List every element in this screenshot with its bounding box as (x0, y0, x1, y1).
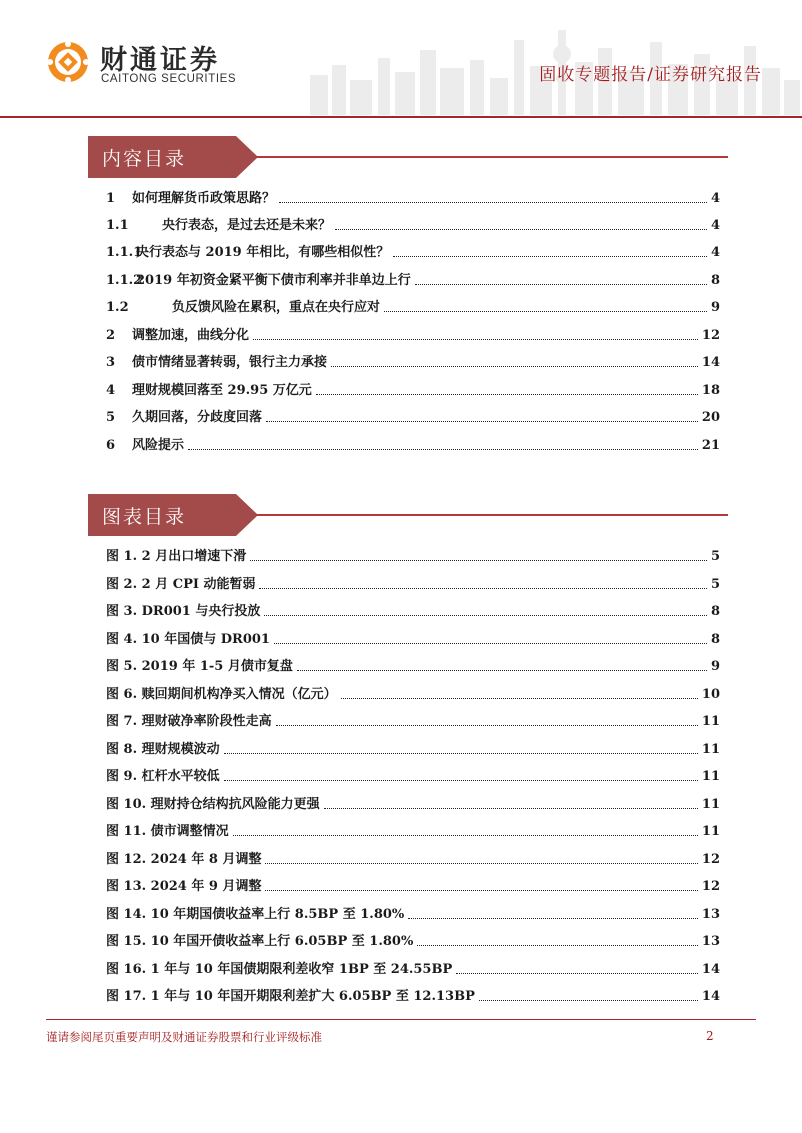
banner-rule (256, 514, 728, 516)
figure-entry-title: 图 12. 2024 年 8 月调整 (106, 852, 262, 867)
dot-leader (224, 780, 698, 781)
toc-entry[interactable] (106, 186, 720, 208)
dot-leader (316, 394, 698, 395)
toc-entry-page: 18 (701, 383, 720, 398)
figure-entry-page: 13 (701, 907, 720, 922)
toc-entry-page: 4 (710, 218, 720, 233)
figure-entry[interactable] (106, 874, 720, 896)
figure-entry-title: 图 13. 2024 年 9 月调整 (106, 879, 262, 894)
figure-entry[interactable] (106, 819, 720, 841)
toc-entry-page: 9 (710, 300, 720, 315)
toc-heading: 内容目录 (102, 148, 187, 170)
figure-entry[interactable] (106, 929, 720, 951)
figure-entry-title: 图 8. 理财规模波动 (106, 742, 220, 757)
figure-entry-page: 11 (701, 797, 720, 812)
toc-entry-number: 2 (106, 328, 116, 343)
figure-entry-page: 8 (710, 632, 720, 647)
figure-entry-page: 11 (701, 742, 720, 757)
toc-entry-number: 5 (106, 410, 116, 425)
figure-entry-title: 图 11. 债市调整情况 (106, 824, 229, 839)
figure-entry-page: 14 (701, 989, 720, 1004)
dot-leader (224, 753, 698, 754)
figures-banner (88, 494, 728, 536)
page-number: 2 (706, 1029, 714, 1043)
figure-entry[interactable] (106, 544, 720, 566)
brand-name-cn: 财通证券 (100, 45, 220, 76)
figure-entry[interactable] (106, 709, 720, 731)
dot-leader (265, 890, 697, 891)
dot-leader (264, 615, 707, 616)
figure-entry-title: 图 5. 2019 年 1-5 月债市复盘 (106, 659, 293, 674)
toc-entry[interactable] (106, 323, 720, 345)
toc-entry-title: 2019 年初资金紧平衡下债市利率并非单边上行 (136, 273, 411, 288)
dot-leader (341, 698, 698, 699)
figure-entry-title: 图 1. 2 月出口增速下滑 (106, 549, 247, 564)
dot-leader (415, 284, 707, 285)
toc-entry-title: 如何理解货币政策思路？ (132, 191, 276, 206)
dot-leader (274, 643, 707, 644)
toc-entry-number: 1.1 (106, 218, 129, 233)
toc-entry[interactable] (106, 295, 720, 317)
toc-entry-title: 久期回落，分歧度回落 (132, 410, 263, 425)
dot-leader (250, 560, 707, 561)
toc-entry-number: 1.1.2 (106, 273, 143, 288)
figure-entry-page: 9 (710, 659, 720, 674)
figure-entry-title: 图 7. 理财破净率阶段性走高 (106, 714, 272, 729)
figure-entry[interactable] (106, 902, 720, 924)
dot-leader (393, 256, 707, 257)
figure-entry[interactable] (106, 682, 720, 704)
banner-rule (256, 156, 728, 158)
toc-entry[interactable] (106, 378, 720, 400)
figure-entry-title: 图 10. 理财持仓结构抗风险能力更强 (106, 797, 320, 812)
dot-leader (259, 588, 707, 589)
dot-leader (233, 835, 698, 836)
toc-entry[interactable] (106, 350, 720, 372)
dot-leader (408, 918, 698, 919)
figure-entry-page: 10 (701, 687, 720, 702)
dot-leader (335, 229, 707, 230)
figure-entry[interactable] (106, 764, 720, 786)
figure-entry-title: 图 17. 1 年与 10 年国开期限利差扩大 6.05BP 至 12.13BP (106, 989, 475, 1004)
footer-divider (46, 1019, 756, 1020)
dot-leader (266, 421, 698, 422)
figure-entry-title: 图 15. 10 年国开债收益率上行 6.05BP 至 1.80% (106, 934, 414, 949)
dot-leader (253, 339, 698, 340)
figure-entry-title: 图 2. 2 月 CPI 动能暂弱 (106, 577, 256, 592)
figure-entry-page: 11 (701, 714, 720, 729)
dot-leader (479, 1000, 698, 1001)
dot-leader (297, 670, 707, 671)
figure-entry-title: 图 14. 10 年期国债收益率上行 8.5BP 至 1.80% (106, 907, 405, 922)
dot-leader (324, 808, 698, 809)
toc-entry-page: 14 (701, 355, 720, 370)
figure-entry[interactable] (106, 654, 720, 676)
report-type: 固收专题报告/证券研究报告 (539, 65, 762, 85)
figure-entry-page: 12 (701, 852, 720, 867)
footer-disclaimer: 谨请参阅尾页重要声明及财通证券股票和行业评级标准 (46, 1030, 322, 1044)
toc-entry[interactable] (106, 405, 720, 427)
figure-entry[interactable] (106, 627, 720, 649)
dot-leader (276, 725, 698, 726)
toc-entry-title: 债市情绪显著转弱，银行主力承接 (132, 355, 328, 370)
figure-entry-title: 图 16. 1 年与 10 年国债期限利差收窄 1BP 至 24.55BP (106, 962, 453, 977)
dot-leader (188, 449, 698, 450)
toc-entry-number: 1 (106, 191, 116, 206)
toc-entry-title: 理财规模回落至 29.95 万亿元 (132, 383, 312, 398)
dot-leader (417, 945, 698, 946)
toc-entry[interactable] (106, 433, 720, 455)
dot-leader (265, 863, 697, 864)
toc-entry-number: 1.1.1 (106, 245, 143, 260)
caitong-logo-icon (46, 40, 90, 84)
figures-heading: 图表目录 (102, 506, 187, 528)
toc-entry-page: 12 (701, 328, 720, 343)
toc-entry[interactable] (106, 240, 720, 262)
figure-entry[interactable] (106, 572, 720, 594)
toc-entry-page: 4 (710, 245, 720, 260)
toc-entry-page: 4 (710, 191, 720, 206)
figure-entry-page: 5 (710, 549, 720, 564)
toc-entry-title: 风险提示 (132, 438, 185, 453)
toc-entry-number: 1.2 (106, 300, 129, 315)
toc-entry[interactable] (106, 268, 720, 290)
toc-entry-page: 21 (701, 438, 720, 453)
toc-entry-number: 6 (106, 438, 116, 453)
dot-leader (456, 973, 698, 974)
figure-entry[interactable] (106, 984, 720, 1006)
toc-entry-title: 负反馈风险在累积，重点在央行应对 (172, 300, 381, 315)
figure-entry[interactable] (106, 792, 720, 814)
page-header (0, 0, 802, 120)
dot-leader (331, 366, 698, 367)
figure-entry[interactable] (106, 847, 720, 869)
figure-entry-page: 11 (701, 769, 720, 784)
dot-leader (384, 311, 707, 312)
figure-entry-title: 图 4. 10 年国债与 DR001 (106, 632, 270, 647)
toc-entry-title: 调整加速，曲线分化 (132, 328, 250, 343)
dot-leader (279, 202, 707, 203)
figure-entry-page: 13 (701, 934, 720, 949)
figure-entry-page: 14 (701, 962, 720, 977)
figure-entry-page: 8 (710, 604, 720, 619)
figure-entry[interactable] (106, 737, 720, 759)
figure-entry-page: 11 (701, 824, 720, 839)
figure-entry[interactable] (106, 599, 720, 621)
figure-entry-title: 图 6. 赎回期间机构净买入情况（亿元） (106, 687, 337, 702)
toc-entry-number: 3 (106, 355, 116, 370)
figure-entry-title: 图 3. DR001 与央行投放 (106, 604, 261, 619)
figure-entry[interactable] (106, 957, 720, 979)
figure-entry-page: 5 (710, 577, 720, 592)
toc-entry-title: 央行表态，是过去还是未来？ (162, 218, 332, 233)
header-divider (0, 116, 802, 118)
figure-entry-title: 图 9. 杠杆水平较低 (106, 769, 220, 784)
toc-entry-title: 央行表态与 2019 年相比，有哪些相似性？ (136, 245, 390, 260)
brand-name-en: CAITONG SECURITIES (101, 73, 237, 85)
toc-entry-page: 8 (710, 273, 720, 288)
toc-banner (88, 136, 728, 178)
figure-entry-page: 12 (701, 879, 720, 894)
toc-entry-page: 20 (701, 410, 720, 425)
toc-entry[interactable] (106, 213, 720, 235)
toc-entry-number: 4 (106, 383, 116, 398)
